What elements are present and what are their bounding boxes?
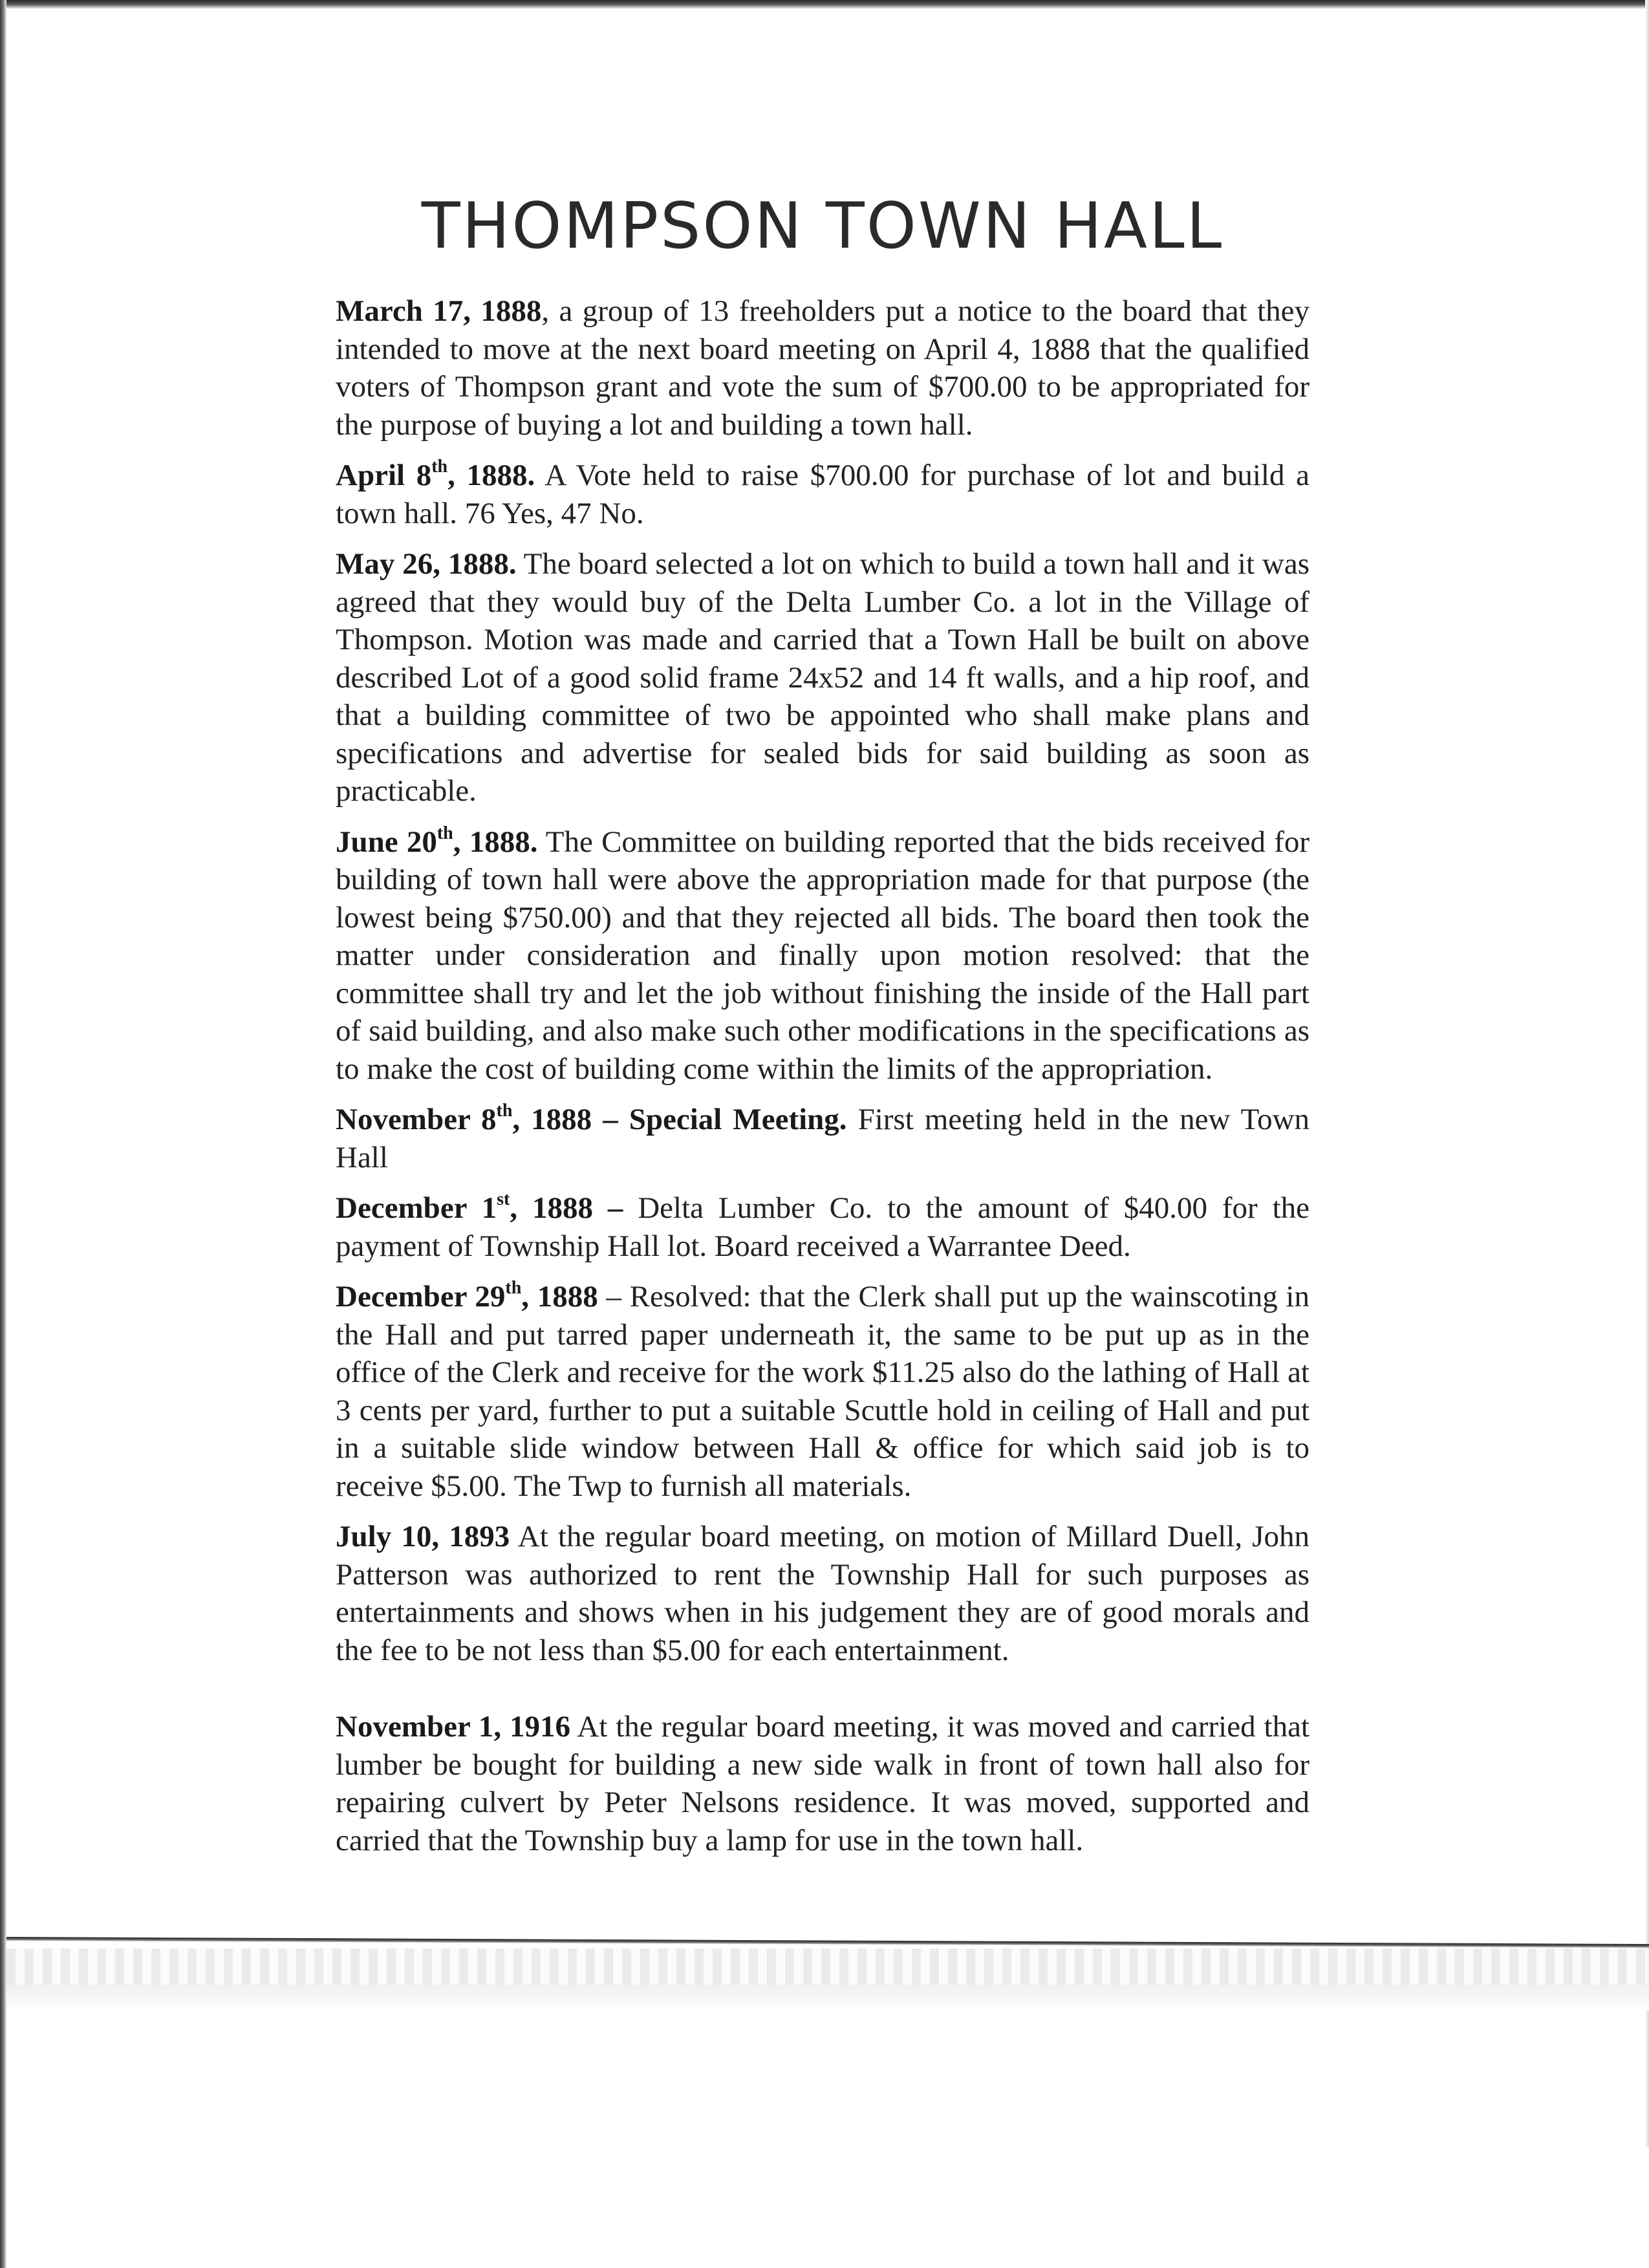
entry-date: April 8 — [336, 459, 432, 492]
entry-date-sup: th — [505, 1278, 522, 1298]
entry-november-1-1916 — [336, 1708, 1310, 1859]
binder-shadow — [6, 1985, 1649, 2011]
entry-date-sup: th — [496, 1101, 513, 1121]
entry-december-1-1888 — [336, 1189, 1310, 1265]
entry-date-sup: th — [431, 457, 448, 477]
entry-text: Delta Lumber Co. to the amount of $40.00 for the payment of Township Hall lot. Board received a Warrantee Deed. — [336, 1191, 1310, 1263]
entry-date: March 17, 1888 — [336, 294, 542, 328]
entry-date-suffix: , 1888. — [453, 825, 538, 859]
entry-text: At the regular board meeting, it was moved and carried that lumber be bought for building a new side walk in front of town hall also for repairing culvert by Peter Nelsons residence. It was moved, supported and carried that the Township buy a lamp for use in the town hall. — [336, 1710, 1310, 1857]
entry-march-17-1888 — [336, 292, 1310, 444]
binder-strip — [6, 1949, 1649, 1985]
entry-december-29-1888 — [336, 1278, 1310, 1505]
entry-date: December 1 — [336, 1191, 497, 1225]
entry-text: The board selected a lot on which to build a town hall and it was agreed that they would buy of the Delta Lumber Co. a lot in the Village of Thompson. Motion was made and carried that a Town Hall be built on above described Lot of a good solid frame 24x52 and 14 ft walls, and a hip roof, and that a building committee of two be appointed who shall make plans and specifications and advertise for sealed bids for said building as soon as practicable. — [336, 547, 1310, 808]
entry-date: May 26, 1888. — [336, 547, 517, 581]
entry-date-sup: th — [436, 823, 453, 843]
entry-text: A Vote held to raise $700.00 for purchase of lot and build a town hall. 76 Yes, 47 No. — [336, 459, 1310, 530]
entry-date: June 20 — [336, 825, 437, 859]
entry-date: July 10, 1893 — [336, 1520, 510, 1553]
entry-date-suffix: , 1888 – Special Meeting. — [512, 1103, 847, 1136]
entry-text: First meeting held in the new Town Hall — [336, 1103, 1310, 1174]
entry-text: The Committee on building reported that the bids received for building of town hall were above the appropriation made for that purpose (the lowest being $750.00) and that they rejected all bids. The board then took the matter under consideration and finally upon motion resolved: that the committee shall try and let the job without finishing the inside of the Hall part of said building, and also make such other modifications in the specifications as to make the cost of building come within the limits of the appropriation. — [336, 825, 1310, 1086]
entry-date-sup: st — [497, 1189, 510, 1209]
page-bottom-area — [0, 1937, 1649, 2079]
entry-date: November 8 — [336, 1103, 497, 1136]
entry-date-suffix: , 1888 – — [510, 1191, 623, 1225]
page-title: THOMPSON TOWN HALL — [421, 189, 1224, 263]
entry-may-26-1888 — [336, 545, 1310, 810]
entry-april-8-1888 — [336, 457, 1310, 532]
entry-november-8-1888 — [336, 1101, 1310, 1176]
entry-date-suffix: , 1888 — [521, 1280, 598, 1313]
entry-july-10-1893 — [336, 1518, 1310, 1669]
page-bottom-edge — [6, 1937, 1649, 1948]
entry-date-suffix: , 1888. — [447, 459, 535, 492]
entry-date: November 1, 1916 — [336, 1710, 571, 1744]
entry-text: At the regular board meeting, on motion of Millard Duell, John Patterson was authorized to rent the Township Hall for such purposes as entertainments and shows when in his judgement they are of good morals and the fee to be not less than $5.00 for each entertainment. — [336, 1520, 1310, 1667]
entry-text: , a group of 13 freeholders put a notice to the board that they intended to move at the next board meeting on April 4, 1888 that the qualified voters of Thompson grant and vote the sum of $700.00 to be appropriated for the purpose of buying a lot and building a town hall. — [336, 294, 1310, 442]
entry-june-20-1888 — [336, 823, 1310, 1088]
entry-date: December 29 — [336, 1280, 506, 1313]
entry-text: – Resolved: that the Clerk shall put up the wainscoting in the Hall and put tarred paper underneath it, the same to be put up as in the office of the Clerk and receive for the work $11.25 also do the lathing of Hall at 3 cents per yard, further to put a suitable Scuttle hold in ceiling of Hall and put in a suitable slide window between Hall & office for which said job is to receive $5.00. The Twp to furnish all materials. — [336, 1280, 1310, 1503]
scan-right-edge — [1645, 0, 1649, 2147]
